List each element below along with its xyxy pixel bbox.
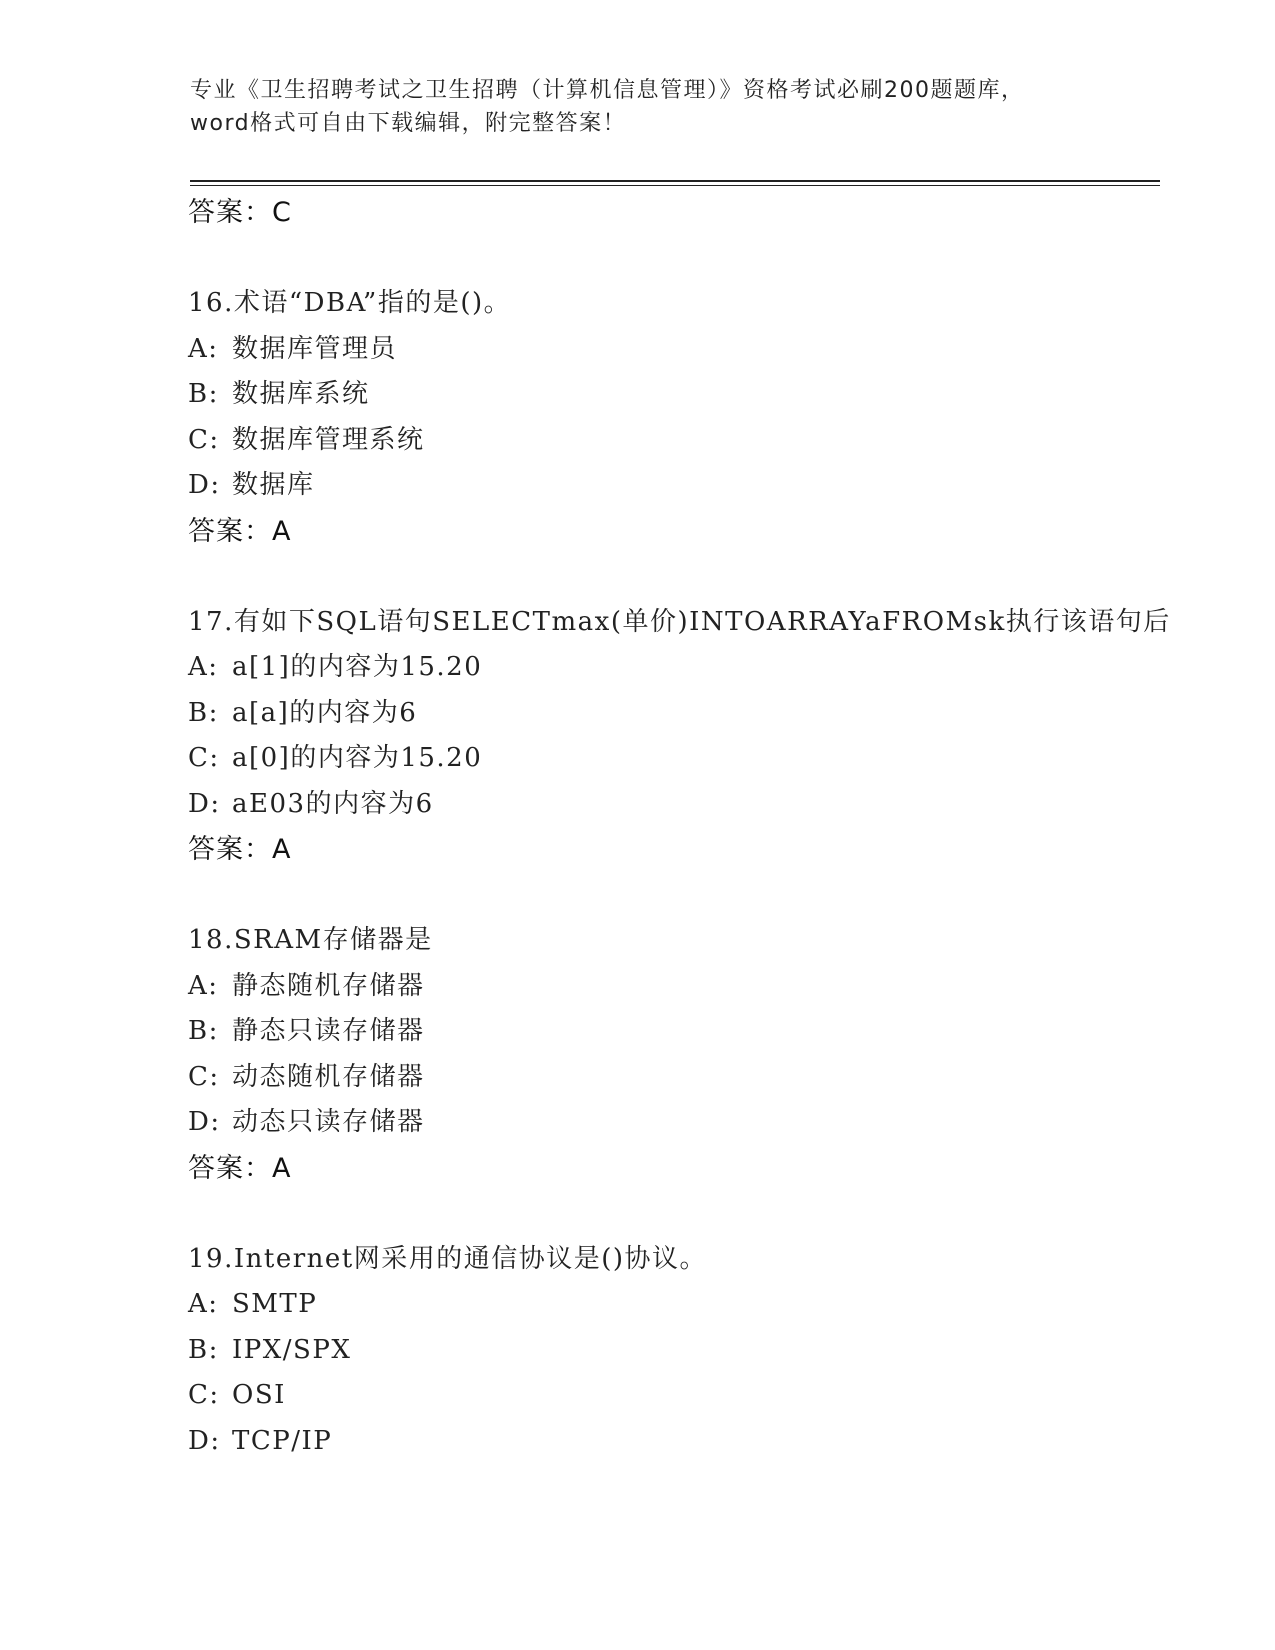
answer-line: 答案：A [188,515,292,547]
option-text: TCP/IP [232,1425,333,1456]
option-text: 数据库系统 [232,379,370,409]
option-text: 数据库 [232,470,315,500]
question-16 [188,281,1188,554]
option-a [188,327,1188,373]
document-header [190,74,1090,140]
question-19 [188,1237,1188,1465]
question-stem: 17.有如下SQL语句SELECTmax(单价)INTOARRAYaFROMsk执行该语句后 [188,606,1171,637]
option-text: 静态只读存储器 [232,1016,425,1046]
option-c [188,736,1188,782]
answer-line: 答案：A [188,834,292,865]
option-key: D: [188,1425,221,1456]
header-line-2: word格式可自由下载编辑，附完整答案！ [190,111,627,136]
header-line-1: 专业《卫生招聘考试之卫生招聘（计算机信息管理）》资格考试必刷200题题库， [190,78,1025,103]
option-d [188,463,1188,509]
option-key: A: [188,333,219,364]
header-divider-thin [190,185,1160,186]
option-c [188,1373,1188,1419]
option-c [188,418,1188,464]
option-key: D: [188,1107,221,1137]
option-text: a[a]的内容为6 [232,697,418,728]
option-text: 动态只读存储器 [232,1107,425,1137]
option-d [188,1419,1188,1465]
option-key: C: [188,424,220,455]
option-key: B: [188,697,219,728]
question-list [188,190,1188,1464]
option-text: OSI [232,1380,286,1410]
option-key: D: [188,470,221,500]
option-a [188,964,1188,1010]
question-17 [188,600,1188,873]
option-a [188,1282,1188,1328]
option-key: B: [188,1016,219,1046]
option-key: C: [188,1380,220,1410]
option-b [188,1009,1188,1055]
option-key: A: [188,970,219,1001]
option-text: a[0]的内容为15.20 [232,743,483,773]
option-text: aE03的内容为6 [232,788,434,819]
option-key: C: [188,743,220,773]
question-stem: 16.术语“DBA”指的是()。 [188,288,512,318]
option-text: 静态随机存储器 [232,970,425,1001]
option-key: C: [188,1061,220,1092]
question-18 [188,918,1188,1191]
option-c [188,1055,1188,1101]
option-key: B: [188,1334,219,1365]
option-text: a[1]的内容为15.20 [232,652,483,682]
option-a [188,645,1188,691]
option-d [188,1100,1188,1146]
option-b [188,1328,1188,1374]
option-key: A: [188,1289,219,1319]
option-text: 数据库管理员 [232,333,398,364]
option-text: 动态随机存储器 [232,1061,425,1092]
header-divider [190,180,1160,182]
option-key: D: [188,788,221,819]
option-b [188,372,1188,418]
option-text: 数据库管理系统 [232,424,425,455]
option-key: B: [188,379,219,409]
question-stem: 19.Internet网采用的通信协议是()协议。 [188,1243,707,1274]
option-text: SMTP [232,1289,318,1319]
option-key: A: [188,652,219,682]
answer-line: 答案：A [188,1152,292,1184]
option-b [188,691,1188,737]
option-text: IPX/SPX [232,1334,352,1365]
answer-line: 答案：C [188,197,292,228]
question-stem: 18.SRAM存储器是 [188,925,433,955]
option-d [188,782,1188,828]
